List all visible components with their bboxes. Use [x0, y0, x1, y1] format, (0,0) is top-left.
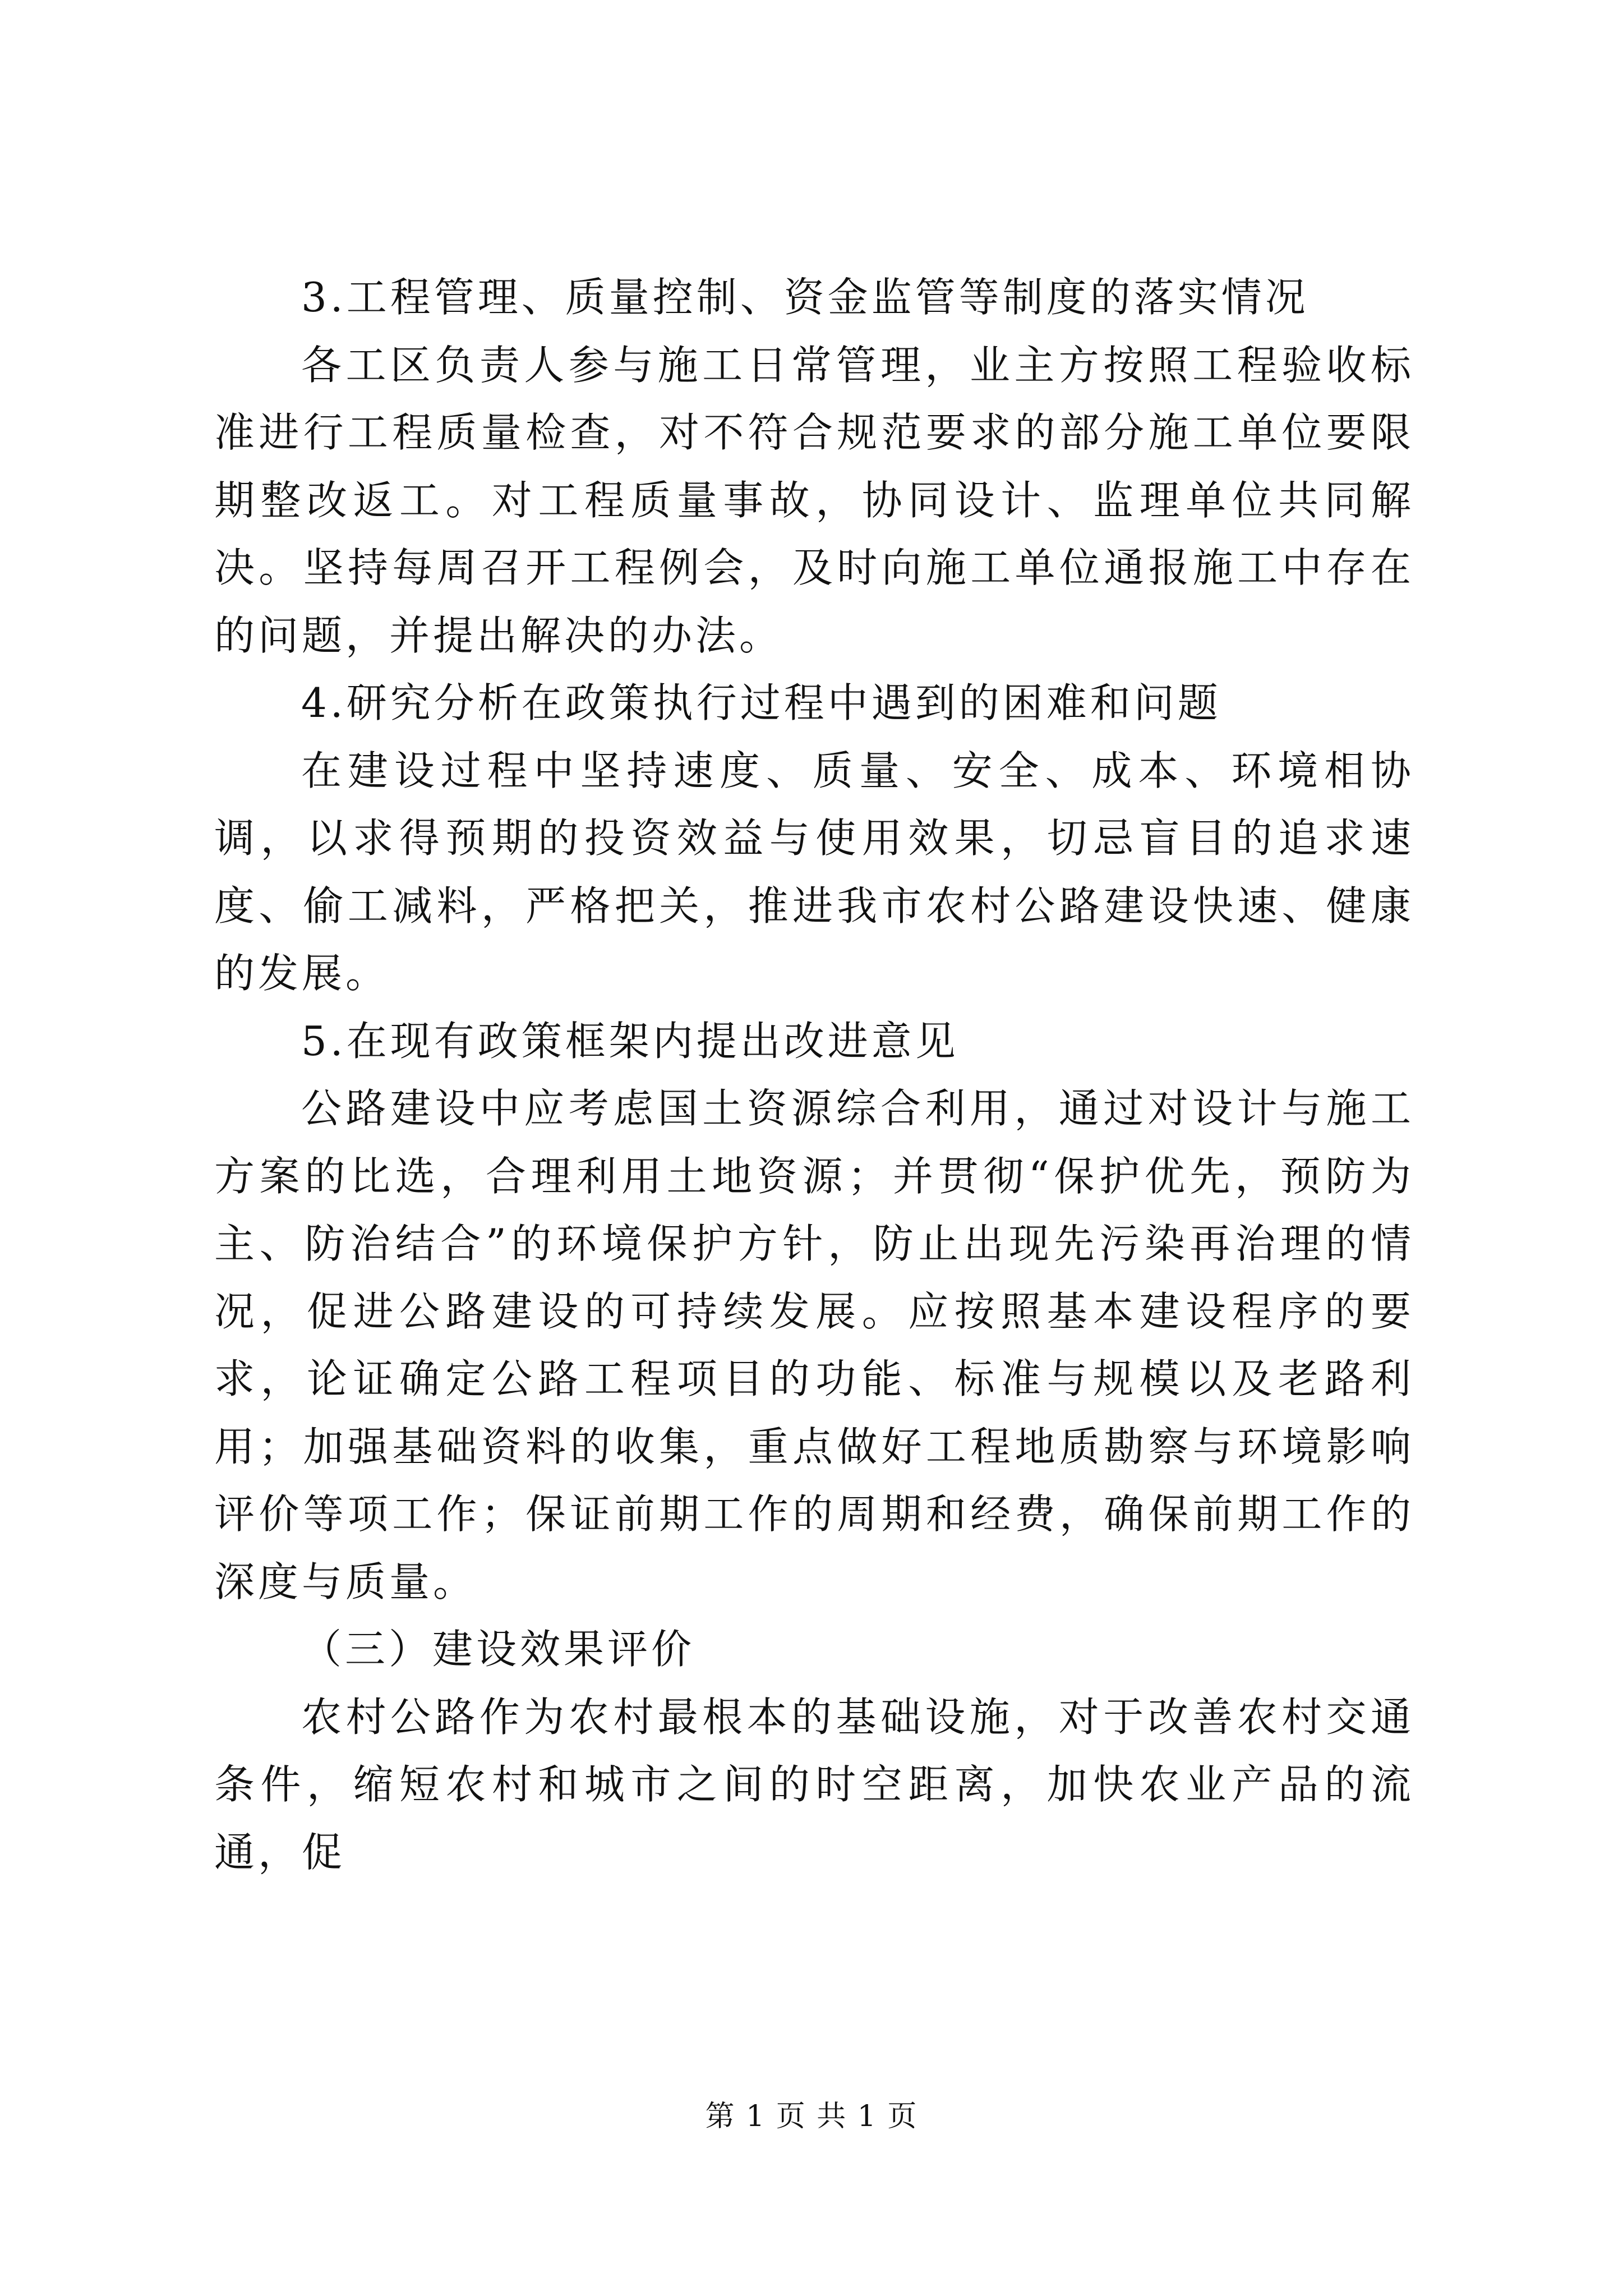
section-heading-4: 4.研究分析在政策执行过程中遇到的困难和问题 [301, 679, 1221, 726]
paragraph-management: 各工区负责人参与施工日常管理，业主方按照工程验收标准进行工程质量检查，对不符合规范要求的部分施工单位要限期整改返工。对工程质量事故，协同设计、监理单位共同解决。坚持每周召开工程例会，及时向施工单位通报施工中存在的问题，并提出解决的办法。 [214, 341, 1414, 659]
page-number-footer: 第 1 页 共 1 页 [705, 2100, 918, 2133]
paragraph-evaluation: 农村公路作为农村最根本的基础设施，对于改善农村交通条件，缩短农村和城市之间的时空距离，加快农业产品的流通，促 [214, 1693, 1414, 1876]
paragraph-suggestions: 公路建设中应考虑国土资源综合利用，通过对设计与施工方案的比选，合理利用土地资源；并贯彻“保护优先，预防为主、防治结合”的环境保护方针，防止出现先污染再治理的情况，促进公路建设的可持续发展。应按照基本建设程序的要求，论证确定公路工程项目的功能、标准与规模以及老路利用；加强基础资料的收集，重点做好工程地质勘察与环境影响评价等项工作；保证前期工作的周期和经费，确保前期工作的深度与质量。 [214, 1085, 1414, 1605]
section-heading-3: 3.工程管理、质量控制、资金监管等制度的落实情况 [301, 274, 1309, 321]
document-body [214, 264, 1414, 1886]
paragraph-problems: 在建设过程中坚持速度、质量、安全、成本、环境相协调，以求得预期的投资效益与使用效果，切忌盲目的追求速度、偷工减料，严格把关，推进我市农村公路建设快速、健康的发展。 [214, 747, 1414, 997]
section-heading-three: （三）建设效果评价 [301, 1626, 695, 1673]
section-heading-5: 5.在现有政策框架内提出改进意见 [301, 1017, 959, 1065]
